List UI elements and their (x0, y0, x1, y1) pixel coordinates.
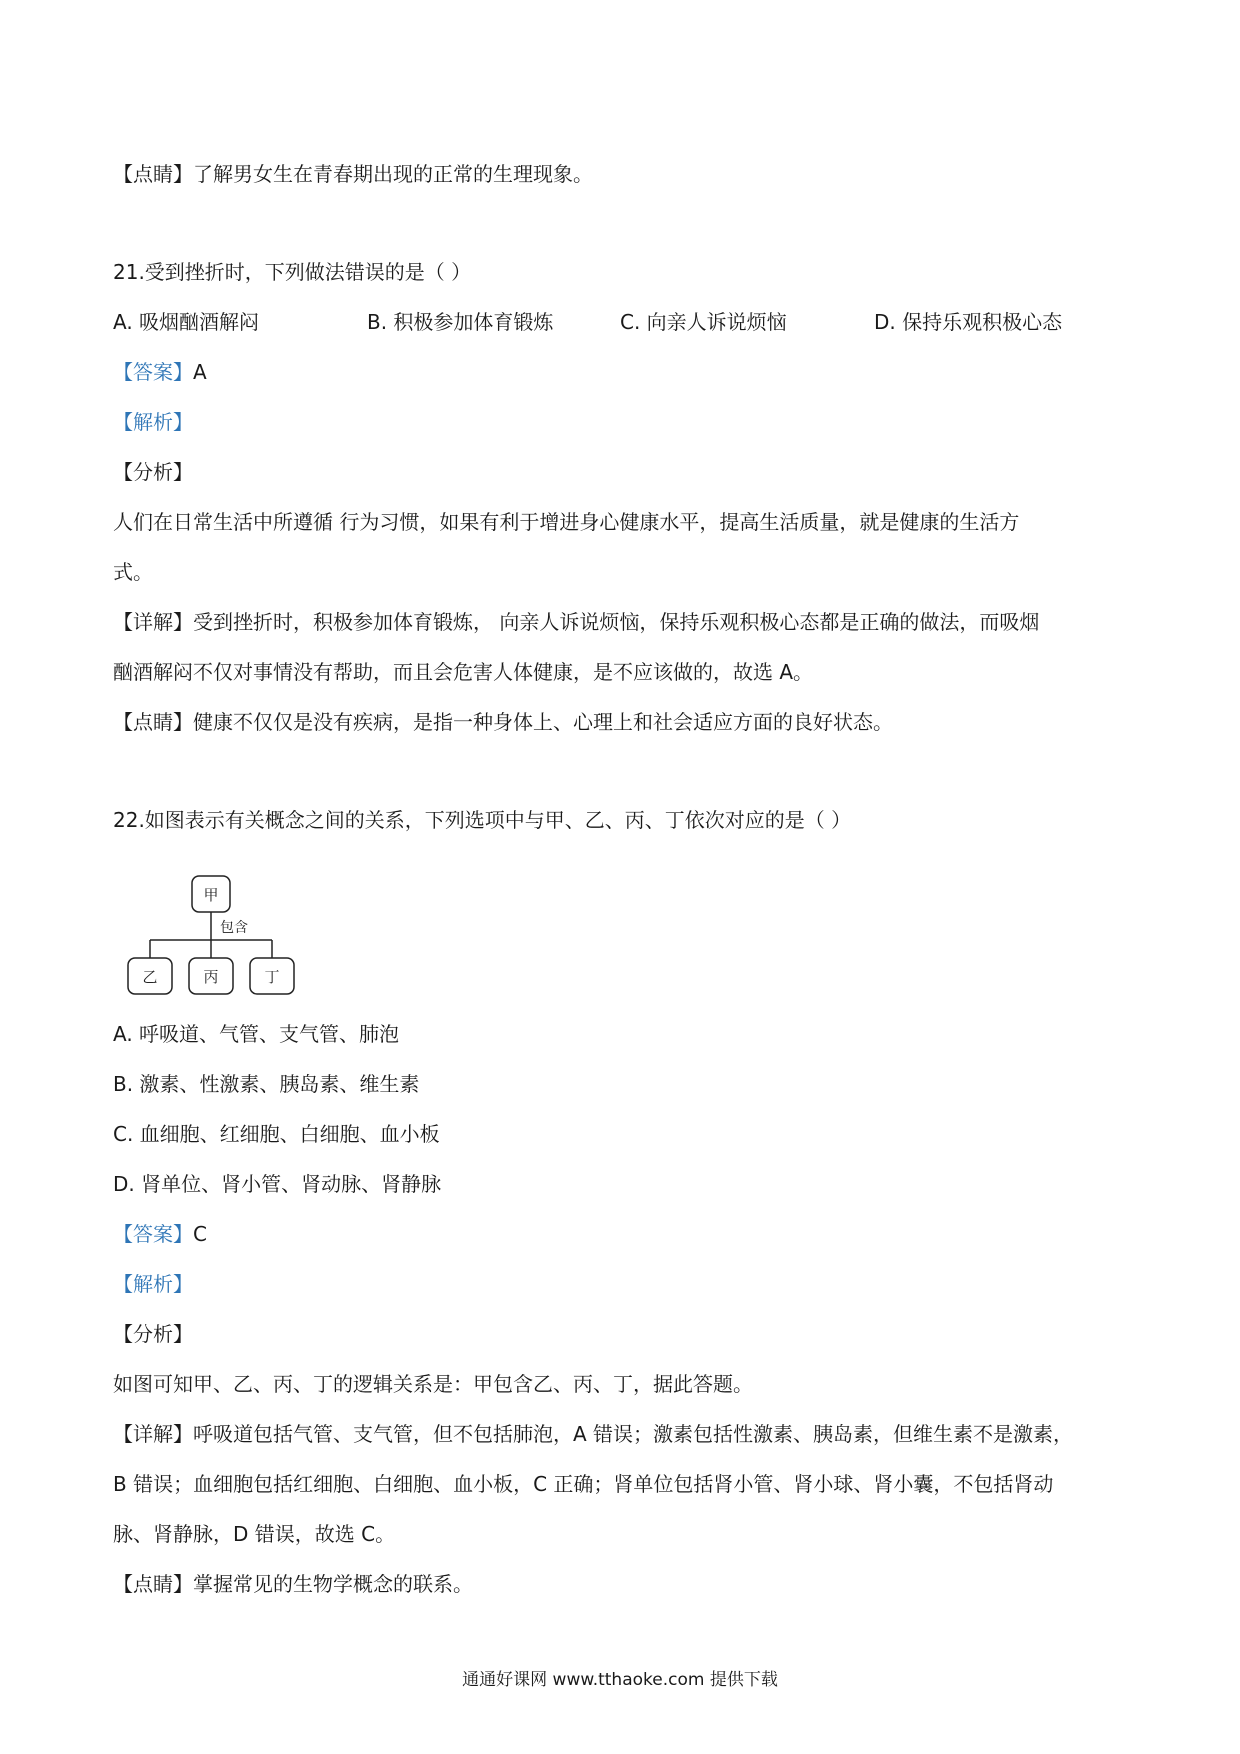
q22-answer (113, 1220, 207, 1248)
q21-option-a: A. 吸烟酗酒解闷 (113, 310, 260, 334)
diagram-node-top-label: 甲 (203, 886, 219, 904)
diagram-relation-label: 包含 (220, 920, 248, 936)
q21-option-b: B. 积极参加体育锻炼 (367, 310, 554, 334)
q22-detail-line-1: 【详解】呼吸道包括气管、支气管，但不包括肺泡，A 错误；激素包括性激素、胰岛素，但维生素不是激素， (113, 1422, 1074, 1446)
q21-answer (113, 358, 207, 386)
concept-diagram (120, 872, 320, 1000)
q22-option-c: C. 血细胞、红细胞、白细胞、血小板 (113, 1122, 440, 1146)
q22-analysis-label: 【解析】 (113, 1272, 193, 1296)
q22-option-b: B. 激素、性激素、胰岛素、维生素 (113, 1072, 420, 1096)
diagram-node-child-2-label: 丙 (203, 968, 219, 986)
q21-fenxi-label: 【分析】 (113, 460, 193, 484)
q21-fenxi-line-2: 式。 (113, 560, 153, 584)
q21-detail-line-1: 【详解】受到挫折时，积极参加体育锻炼， 向亲人诉说烦恼，保持乐观积极心态都是正确的做法，而吸烟 (113, 610, 1040, 634)
q21-fenxi-line-1: 人们在日常生活中所遵循 行为习惯，如果有利于增进身心健康水平，提高生活质量，就是健康的生活方 (113, 510, 1020, 534)
q22-detail-line-2: B 错误；血细胞包括红细胞、白细胞、血小板，C 正确；肾单位包括肾小管、肾小球、肾小囊，不包括肾动 (113, 1472, 1054, 1496)
q22-answer-label: 【答案】 (113, 1222, 193, 1246)
q21-analysis-label: 【解析】 (113, 410, 193, 434)
q22-option-d: D. 肾单位、肾小管、肾动脉、肾静脉 (113, 1172, 442, 1196)
q22-option-a: A. 呼吸道、气管、支气管、肺泡 (113, 1022, 400, 1046)
q21-answer-value: A (193, 360, 207, 384)
q21-option-c: C. 向亲人诉说烦恼 (620, 310, 787, 334)
q22-stem: 22.如图表示有关概念之间的关系，下列选项中与甲、乙、丙、丁依次对应的是（ ） (113, 808, 852, 832)
q22-detail-line-3: 脉、肾静脉，D 错误，故选 C。 (113, 1522, 396, 1546)
q22-answer-value: C (193, 1222, 207, 1246)
q21-detail-line-2: 酗酒解闷不仅对事情没有帮助，而且会危害人体健康，是不应该做的，故选 A。 (113, 660, 814, 684)
q21-stem: 21.受到挫折时，下列做法错误的是（ ） (113, 260, 472, 284)
q22-fenxi-label: 【分析】 (113, 1322, 193, 1346)
q21-answer-label: 【答案】 (113, 360, 193, 384)
q21-tip: 【点睛】健康不仅仅是没有疾病，是指一种身体上、心理上和社会适应方面的良好状态。 (113, 710, 893, 734)
diagram-node-child-1-label: 乙 (142, 968, 158, 986)
q22-fenxi-line-1: 如图可知甲、乙、丙、丁的逻辑关系是：甲包含乙、丙、丁，据此答题。 (113, 1372, 753, 1396)
q22-tip: 【点睛】掌握常见的生物学概念的联系。 (113, 1572, 473, 1596)
page-footer: 通通好课网 www.tthaoke.com 提供下载 (462, 1670, 778, 1690)
q21-option-d: D. 保持乐观积极心态 (874, 310, 1063, 334)
q21-options (0, 308, 1240, 336)
q20-tip: 【点睛】了解男女生在青春期出现的正常的生理现象。 (113, 162, 593, 186)
diagram-node-child-3-label: 丁 (264, 968, 280, 986)
